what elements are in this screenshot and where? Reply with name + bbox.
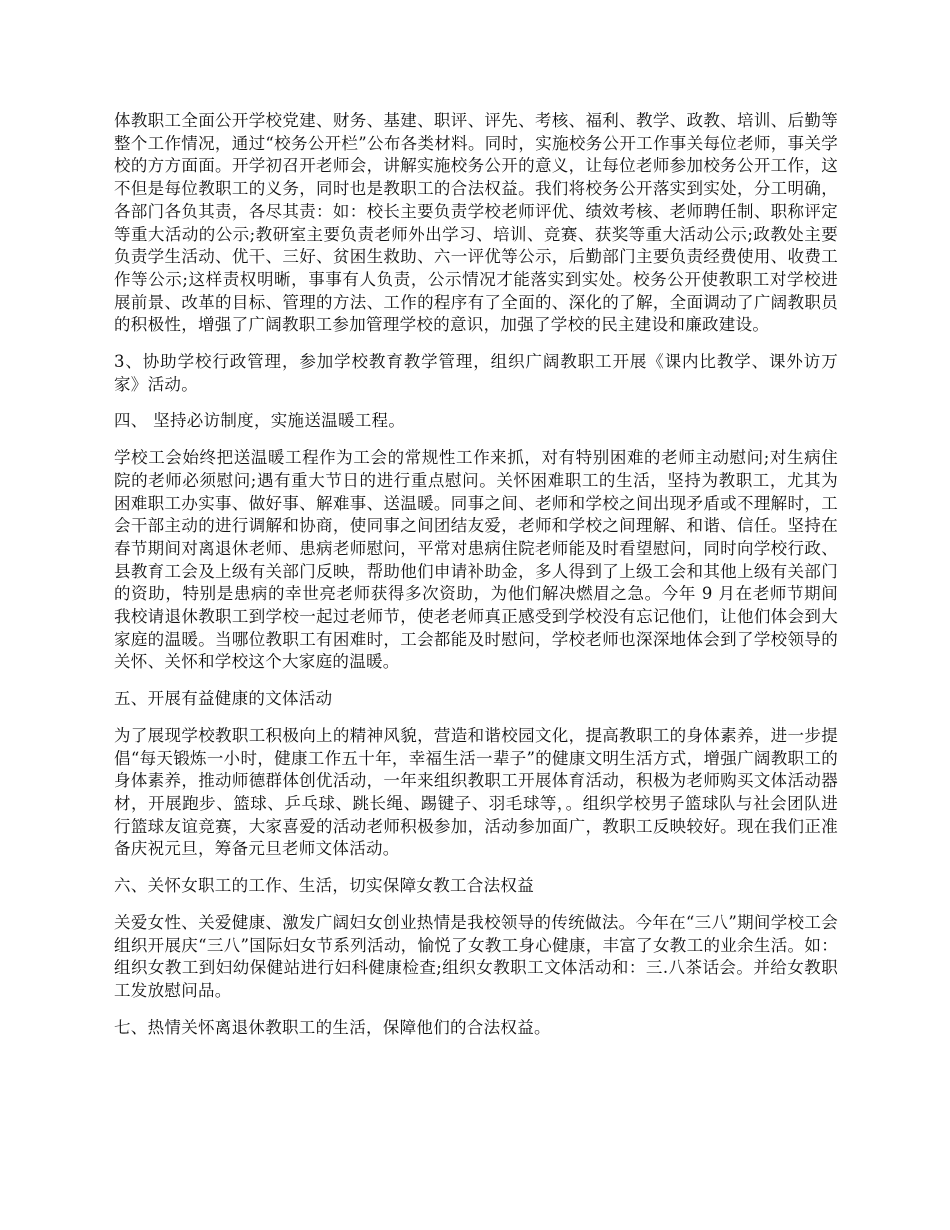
section-heading-6: 六、关怀女职工的工作、生活，切实保障女教工合法权益: [114, 876, 534, 896]
section-heading-7: 七、热情关怀离退休教职工的生活，保障他们的合法权益。: [114, 1017, 551, 1037]
section-heading-4: 四、 坚持必访制度，实施送温暖工程。: [114, 411, 406, 431]
paragraph-sports-activities: 为了展现学校教职工积极向上的精神风貌，营造和谐校园文化，提高教职工的身体素养，进一步提倡“每天锻炼一小时，健康工作五十年，幸福生活一辈子”的健康文明生活方式，增强广阔教职工的身体素养，推动师德群体创优活动，一年来组织教职工开展体育活动，积极为老师购买文体活动器材，开展跑步、篮球、乒乓球、跳长绳、踢键子、羽毛球等，。组织学校男子篮球队与社会团队进行篮球友谊竞赛，大家喜爱的活动老师积极参加，活动参加面广，教职工反映较好。现在我们正准备庆祝元旦，筹备元旦老师文体活动。: [114, 725, 838, 859]
document-page: [114, 110, 838, 1053]
paragraph-warmth-program: 学校工会始终把送温暖工程作为工会的常规性工作来抓，对有特别困难的老师主动慰问;对生病住院的老师必须慰问;遇有重大节日的进行重点慰问。关怀困难职工的生活，坚持为教职工，尤其为困难职工办实事、做好事、解难事、送温暖。同事之间、老师和学校之间出现矛盾或不理解时，工会干部主动的进行调解和协商，使同事之间团结友爱，老师和学校之间理解、和谐、信任。坚持在春节期间对离退休老师、患病老师慰问，平常对患病住院老师能及时看望慰问，同时向学校行政、县教育工会及上级有关部门反映，帮助他们申请补助金，多人得到了上级工会和其他上级有关部门的资助，特别是患病的幸世亮老师获得多次资助，为他们解决燃眉之急。今年 9 月在老师节期间我校请退休教职工到学校一起过老师节，使老老师真正感受到学校没有忘记他们，让他们体会到大家庭的温暖。当哪位教职工有困难时，工会都能及时慰问，学校老师也深深地体会到了学校领导的关怀、关怀和学校这个大家庭的温暖。: [114, 448, 838, 672]
paragraph-item-3: 3、协助学校行政管理，参加学校教育教学管理，组织广阔教职工开展《课内比教学、课外访万家》活动。: [114, 352, 838, 394]
section-heading-5: 五、开展有益健康的文体活动: [114, 689, 333, 709]
paragraph-school-affairs-disclosure: 体教职工全面公开学校党建、财务、基建、职评、评先、考核、福利、教学、政教、培训、后勤等整个工作情况，通过“校务公开栏”公布各类材料。同时，实施校务公开工作事关每位老师，事关学校的方方面面。开学初召开老师会，讲解实施校务公开的意义，让每位老师参加校务公开工作，这不但是每位教职工的义务，同时也是教职工的合法权益。我们将校务公开落实到实处，分工明确，各部门各负其责，各尽其责：如：校长主要负责学校老师评优、绩效考核、老师聘任制、职称评定等重大活动的公示;教研室主要负责老师外出学习、培训、竞赛、获奖等重大活动公示;政教处主要负责学生活动、优干、三好、贫困生救助、六一评优等公示，后勤部门主要负责经费使用、收费工作等公示;这样责权明晰，事事有人负责，公示情况才能落实到实处。校务公开使教职工对学校进展前景、改革的目标、管理的方法、工作的程序有了全面的、深化的了解，全面调动了广阔教职员的积极性，增强了广阔教职工参加管理学校的意识，加强了学校的民主建设和廉政建设。: [114, 111, 838, 335]
paragraph-female-staff: 关爱女性、关爱健康、激发广阔妇女创业热情是我校领导的传统做法。今年在“三八”期间学校工会组织开展庆“三八”国际妇女节系列活动，愉悦了女教工身心健康，丰富了女教工的业余生活。如：组织女教工到妇幼保健站进行妇科健康检查;组织女教职工文体活动和：三.八茶话会。并给女教职工发放慰问品。: [114, 912, 838, 1000]
